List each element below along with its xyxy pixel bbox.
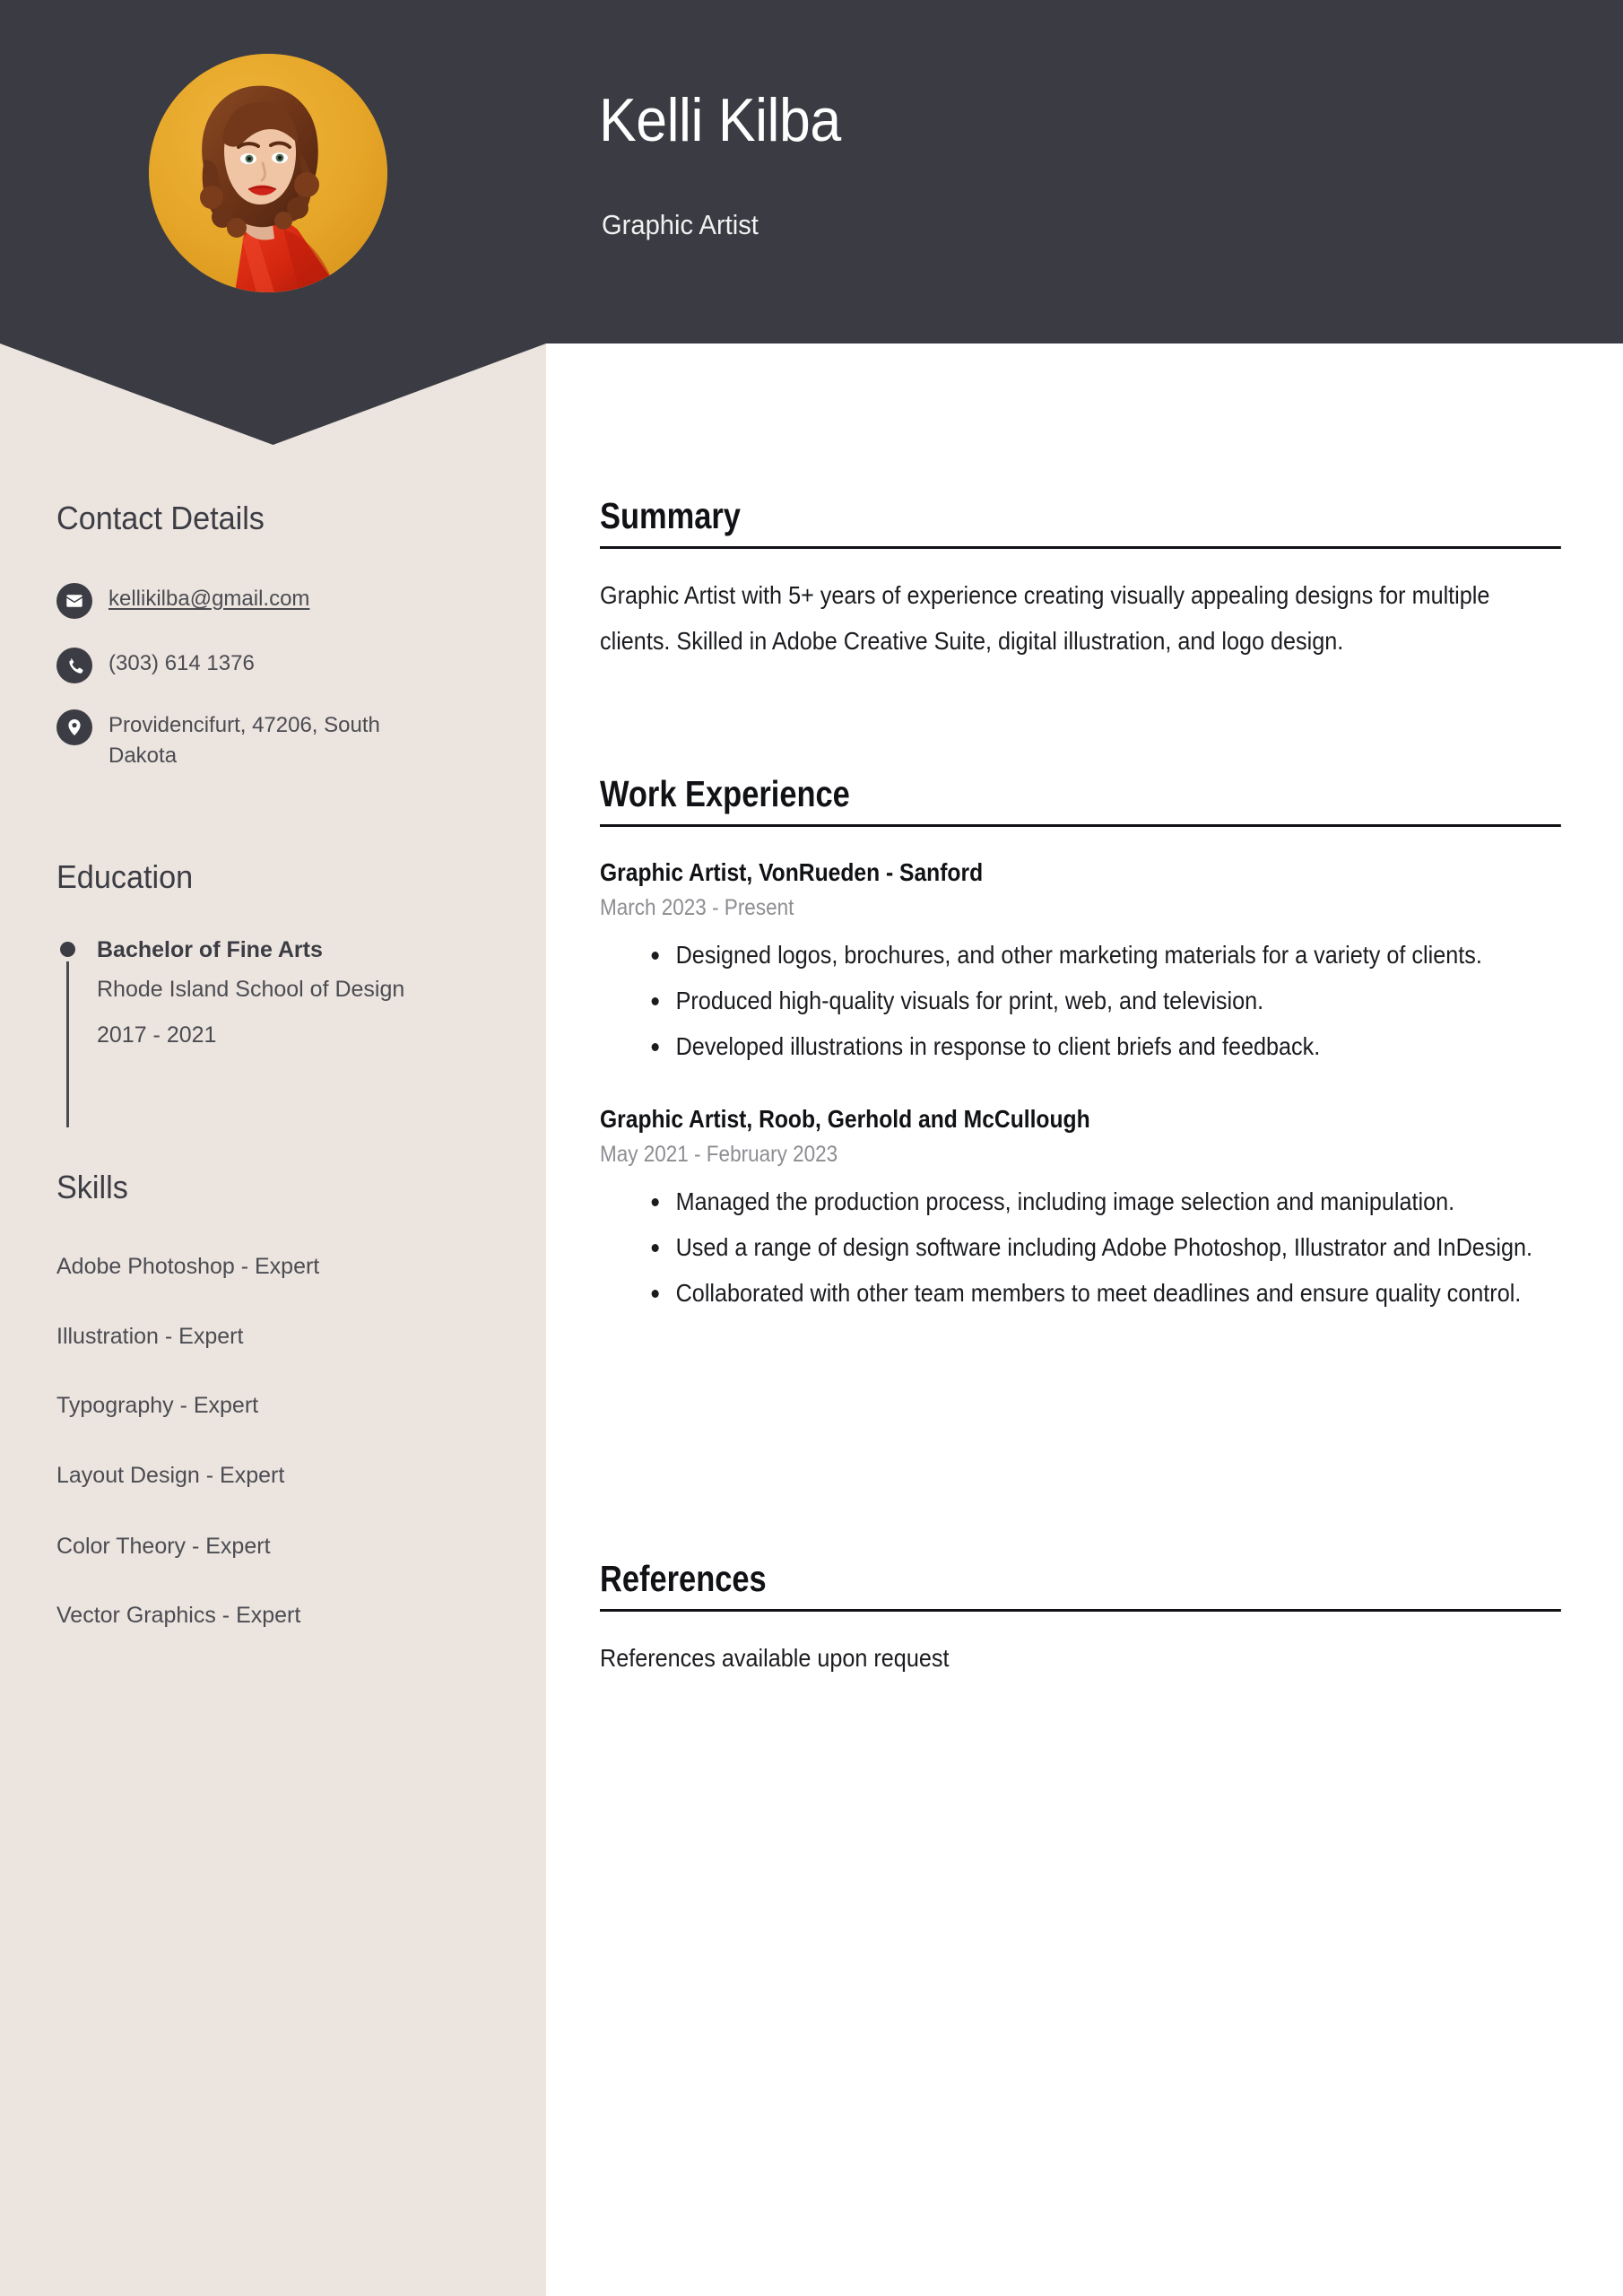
contact-phone-value: (303) 614 1376: [108, 651, 255, 675]
phone-icon: [56, 648, 92, 683]
job-bullet-list: [600, 932, 1561, 1069]
education-degree: Bachelor of Fine Arts: [97, 937, 323, 962]
references-text: References available upon request: [600, 1644, 950, 1672]
summary-heading: Summary: [600, 498, 1561, 549]
job-bullet: Designed logos, brochures, and other marketing materials for a variety of clients.: [600, 932, 1572, 978]
job-bullet: Produced high-quality visuals for print, web, and television.: [600, 978, 1572, 1023]
summary-text: Graphic Artist with 5+ years of experience creating visually appealing designs for multiple clients. Skilled in Adobe Creative Suite, digital illustration, and logo design.: [600, 581, 1490, 655]
contact-location-value: Providencifurt, 47206, South Dakota: [108, 713, 380, 768]
skill-item: Vector Graphics - Expert: [56, 1603, 301, 1628]
skill-item: Typography - Expert: [56, 1393, 259, 1418]
job-title: Graphic Artist, VonRueden - Sanford: [600, 858, 984, 886]
job-bullet: Used a range of design software including Adobe Photoshop, Illustrator and InDesign.: [600, 1224, 1572, 1270]
work-experience-heading: Work Experience: [600, 776, 1561, 827]
header-job-title: Graphic Artist: [602, 209, 759, 240]
skill-item: Color Theory - Expert: [56, 1534, 271, 1559]
contact-item-phone[interactable]: [56, 646, 478, 683]
education-heading: Education: [56, 858, 194, 895]
references-heading: References: [600, 1561, 1561, 1612]
skills-heading: Skills: [56, 1169, 128, 1205]
contact-item-email[interactable]: [56, 581, 478, 619]
job-bullet-list: [600, 1178, 1561, 1316]
job-bullet: Developed illustrations in response to client briefs and feedback.: [600, 1023, 1572, 1069]
education-entry: [56, 933, 478, 1058]
avatar: [149, 54, 387, 292]
job-dates: May 2021 - February 2023: [600, 1142, 838, 1167]
job-entry: [600, 1107, 1561, 1316]
work-experience-section: [600, 773, 1561, 1316]
location-pin-icon: [56, 709, 92, 745]
job-entry: [600, 860, 1561, 1069]
contact-item-location: [56, 708, 478, 771]
job-bullet: Collaborated with other team members to meet deadlines and ensure quality control.: [600, 1270, 1572, 1316]
contact-email-value[interactable]: kellikilba@gmail.com: [108, 587, 310, 611]
timeline-bullet-icon: [60, 942, 75, 957]
skill-item: Adobe Photoshop - Expert: [56, 1254, 320, 1279]
timeline-line: [66, 961, 69, 1127]
skill-item: Illustration - Expert: [56, 1324, 244, 1349]
references-section: [600, 1558, 1561, 1681]
skill-item: Layout Design - Expert: [56, 1463, 285, 1488]
job-bullet: Managed the production process, including image selection and manipulation.: [600, 1178, 1572, 1224]
envelope-icon: [56, 583, 92, 619]
contact-details-heading: Contact Details: [56, 500, 265, 536]
summary-section: [600, 495, 1561, 664]
job-title: Graphic Artist, Roob, Gerhold and McCullough: [600, 1105, 1090, 1133]
education-years: 2017 - 2021: [97, 1022, 217, 1048]
job-dates: March 2023 - Present: [600, 895, 794, 920]
page-title: Kelli Kilba: [599, 86, 841, 154]
education-school: Rhode Island School of Design: [97, 977, 405, 1002]
